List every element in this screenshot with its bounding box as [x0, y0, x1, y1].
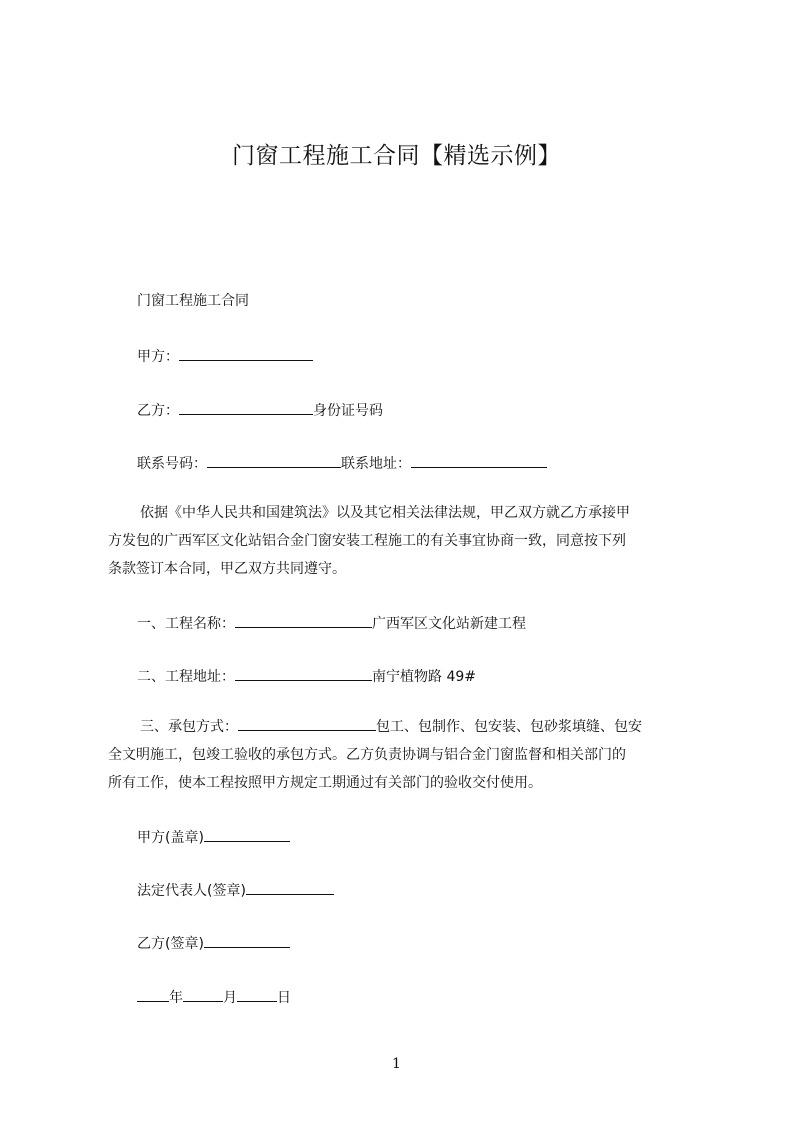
clause-2-line [137, 664, 476, 687]
sign-legal-rep-line [137, 878, 334, 901]
party-b-blank [179, 398, 313, 415]
sign-legal-rep-blank [246, 878, 334, 895]
party-a-blank [179, 344, 313, 361]
document-title: 门窗工程施工合同【精选示例】 [232, 143, 561, 169]
page-number: 1 [392, 1056, 401, 1072]
sign-party-a-blank [204, 825, 290, 842]
clause-3-label: 三、承包方式： [140, 719, 238, 735]
address-label: 联系地址： [341, 456, 411, 472]
clause-1-value: 广西军区文化站新建工程 [372, 616, 526, 632]
date-year: 年 [169, 990, 183, 1006]
clause-3-line: 所有工作，使本工程按照甲方规定工期通过有关部门的验收交付使用。 [108, 775, 542, 791]
contract-heading: 门窗工程施工合同 [137, 293, 249, 309]
party-a-label: 甲方： [137, 349, 179, 365]
clause-3-line: 全文明施工，包竣工验收的承包方式。乙方负责协调与铝合金门窗监督和相关部门的 [108, 747, 626, 763]
sign-party-b-line [137, 931, 290, 954]
clause-2-label: 二、工程地址： [137, 669, 235, 685]
month-blank [183, 985, 223, 1002]
sign-party-b-blank [204, 931, 290, 948]
sign-legal-rep-label: 法定代表人(签章) [137, 883, 246, 899]
preamble-line: 方发包的广西军区文化站铝合金门窗安装工程施工的有关事宜协商一致，同意按下列 [108, 533, 626, 549]
clause-2-value: 南宁植物路 49# [372, 669, 476, 685]
clause-1-blank [235, 611, 372, 628]
year-blank [137, 985, 169, 1002]
date-month: 月 [223, 990, 237, 1006]
clause-3-blank [238, 714, 376, 731]
address-blank [411, 451, 547, 468]
preamble-paragraph [108, 499, 698, 583]
party-a-line [137, 344, 313, 367]
sign-party-b-label: 乙方(签章) [137, 936, 204, 952]
sign-party-a-line [137, 825, 290, 848]
preamble-line: 条款签订本合同，甲乙双方共同遵守。 [108, 561, 346, 577]
party-b-label: 乙方： [137, 403, 179, 419]
id-number-label: 身份证号码 [313, 403, 383, 419]
clause-3-first-line [108, 713, 698, 741]
sign-party-a-label: 甲方(盖章) [137, 830, 204, 846]
clause-3-line: 包工、包制作、包安装、包砂浆填缝、包安 [376, 719, 642, 735]
date-line [137, 985, 291, 1008]
contact-line [137, 451, 547, 474]
day-blank [237, 985, 277, 1002]
clause-2-blank [235, 664, 372, 681]
clause-1-line [137, 611, 526, 634]
preamble-line: 依据《中华人民共和国建筑法》以及其它相关法律法规，甲乙双方就乙方承接甲 [140, 505, 630, 521]
clause-1-label: 一、工程名称： [137, 616, 235, 632]
phone-label: 联系号码： [137, 456, 207, 472]
phone-blank [207, 451, 341, 468]
date-day: 日 [277, 990, 291, 1006]
clause-3-paragraph [108, 713, 698, 797]
party-b-line [137, 398, 383, 421]
